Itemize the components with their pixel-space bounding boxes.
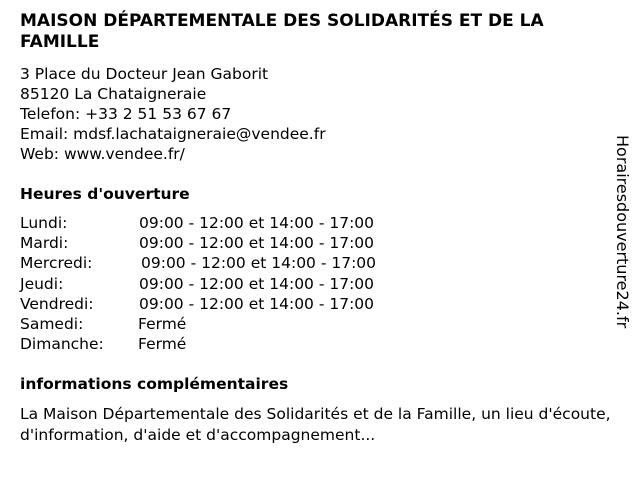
email-line[interactable]: Email: mdsf.lachataigneraie@vendee.fr xyxy=(20,125,326,143)
time-value: 09:00 - 12:00 et 14:00 - 17:00 xyxy=(139,234,375,253)
site-watermark: Horairesdouverture24.fr xyxy=(613,135,632,329)
hours-heading: Heures d'ouverture xyxy=(20,185,190,203)
web-line[interactable]: Web: www.vendee.fr/ xyxy=(20,145,185,163)
address-street: 3 Place du Docteur Jean Gaborit xyxy=(20,65,269,83)
time-value: 09:00 - 12:00 et 14:00 - 17:00 xyxy=(139,214,375,232)
day-label: Jeudi: xyxy=(20,274,64,293)
phone-line[interactable]: Telefon: +33 2 51 53 67 67 xyxy=(20,105,232,123)
day-label: Lundi: xyxy=(20,214,68,232)
page-title: MAISON DÉPARTEMENTALE DES SOLIDARITÉS ET DE LA FAMILLE xyxy=(20,11,544,52)
description-text: La Maison Départementale des Solidarités et de la Famille, un lieu d'écoute, d'information, d'aide et d'accompagnement... xyxy=(20,405,611,444)
day-label: Dimanche: xyxy=(20,335,104,354)
info-heading: informations complémentaires xyxy=(20,375,289,393)
time-value: Fermé xyxy=(138,314,187,333)
address-city: 85120 La Chataigneraie xyxy=(20,85,207,103)
time-value: 09:00 - 12:00 et 14:00 - 17:00 xyxy=(139,294,375,313)
time-value: Fermé xyxy=(138,335,187,354)
day-label: Vendredi: xyxy=(20,294,94,313)
day-label: Mercredi: xyxy=(20,254,93,273)
day-label: Mardi: xyxy=(20,234,69,253)
address-block xyxy=(20,64,326,164)
time-value: 09:00 - 12:00 et 14:00 - 17:00 xyxy=(141,254,377,273)
time-value: 09:00 - 12:00 et 14:00 - 17:00 xyxy=(139,274,375,293)
day-label: Samedi: xyxy=(20,314,84,333)
